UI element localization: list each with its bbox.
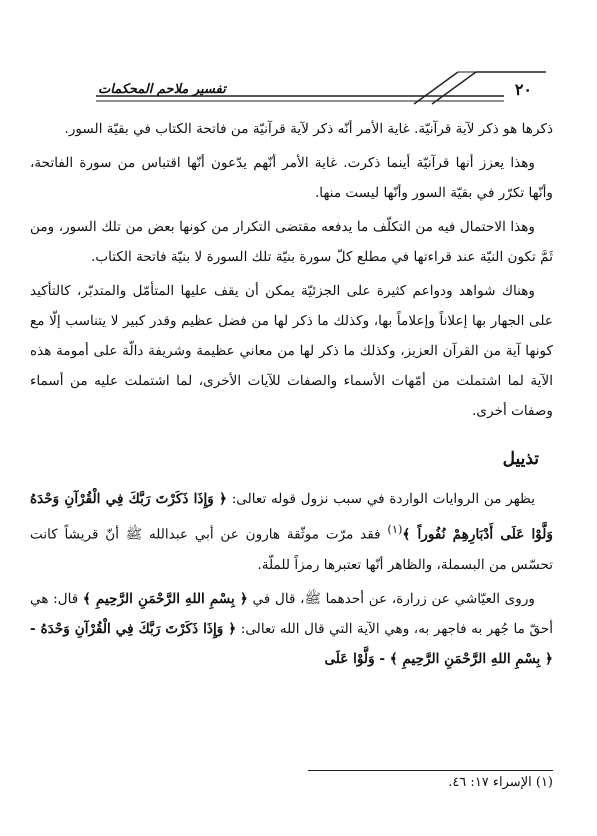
paragraph-5 [30, 484, 553, 580]
paragraph-5-text-b: فقد مرّت موثّقة هارون عن أبي عبدالله ﷺ أنّ قريشاً كانت تحسّس من البسملة، والظاهر أنّها تعتبرها رمزاً للملّة. [30, 526, 553, 573]
page-header [96, 66, 546, 110]
footnote-divider [308, 770, 553, 771]
paragraph-6 [30, 584, 553, 674]
paragraph-6-text-a: وروى العيّاشي عن زرارة، عن أحدهما ﷺ، قال في [247, 590, 535, 607]
paragraph-6-text-b: قال: هي أحقّ ما جُهر به فاجهر به، وهي الآية التي قال الله تعالى: [30, 590, 553, 637]
quran-verse-2: ﴿ وَإِذَا ذَكَرْتَ رَبَّكَ فِي الْقُرْآنِ وَحْدَهُ - ﴿ بِسْمِ اللهِ الرَّحْمَنِ الرَّحِيمِ ﴾ - وَلَّوْا عَلَى [30, 620, 553, 667]
running-title: تفسير ملاحم المحكمات [98, 82, 226, 97]
footnote: (١) الإسراء ١٧: ٤٦. [448, 775, 553, 790]
quran-verse: ﴿ وَإِذَا ذَكَرْتَ رَبَّكَ فِي الْقُرْآنِ وَحْدَهُ وَلَّوْا عَلَى أَدْبَارِهِمْ نُفُوراً ﴾ [30, 491, 553, 543]
section-heading: تذييل [502, 449, 539, 469]
paragraph-5-text-a: يظهر من الروايات الواردة في سبب نزول قوله تعالى: [226, 491, 535, 507]
page-number: ٢٠ [514, 80, 532, 99]
paragraph-1: ذكرها هو ذكر لآية قرآنيّة. غاية الأمر أنّه ذكر لآية قرآنيّة من فاتحة الكتاب في بقيّة السور. [64, 121, 553, 137]
basmala-verse: ﴿ بِسْمِ اللهِ الرَّحْمَنِ الرَّحِيمِ ﴾ [82, 590, 248, 607]
paragraph-2: وهذا يعزز أنها قرآنيّة أينما ذكرت. غاية الأمر أنّهم يدّعون أنّها اقتباس من سورة الفاتحة، وأنّها تكرّر في بقيّة السور وأنّها ليست منها. [30, 155, 553, 201]
page-body [30, 114, 553, 678]
paragraph-4: وهناك شواهد ودواعم كثيرة على الجزئيّة يمكن أن يقف عليها المتأمّل والمتدبّر، كالتأكيد على الجهار بها إعلاناً وإعلاماً بها، وكذلك ما ذكر لها من فضل عظيم وقدر كبير لا يتناسب إلّا مع كونها آية من القرآن العزيز، وكذلك ما ذكر لها من معاني عظيمة وشريفة دالّة على أمومة هذه الآية لما اشتملت من أمّهات الأسماء والصفات للآيات الأخرى، لما اشتملت عليه من أسماء وصفات أخرى. [30, 283, 553, 419]
paragraph-3: وهذا الاحتمال فيه من التكلّف ما يدفعه مقتضى التكرار من كونها بعض من تلك السور، ومن ثَمَّ تكون النيّة عند قراءتها في مطلع كلّ سورة بنيّة تلك السورة لا بنيّة فاتحة الكتاب. [30, 219, 553, 265]
footnote-marker: (١) [387, 522, 403, 536]
